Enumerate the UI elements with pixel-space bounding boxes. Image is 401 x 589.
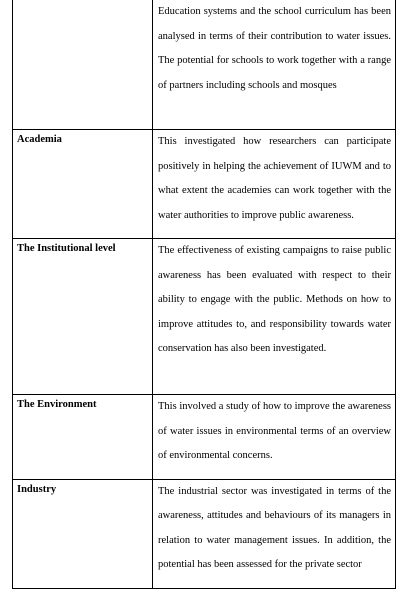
row-description [153,130,396,239]
table-row [13,239,396,395]
row-label: Industry [13,479,153,588]
row-description [153,479,396,588]
table-row [13,395,396,480]
row-description [153,239,396,395]
row-description-text: The effectiveness of existing campaigns to raise public awareness has been evaluated with respect to their ability to engage with the public. Methods on how to improve attitudes to, and responsibility towards water conservation has also been investigated. [158,245,391,354]
table-row [13,479,396,588]
row-label: Academia [13,130,153,239]
row-label: The Institutional level [13,239,153,395]
row-description-text: This involved a study of how to improve the awareness of water issues in environmental terms of an overview of environmental concerns. [158,401,391,461]
table-row [13,130,396,239]
table-row [13,0,396,130]
row-label: The Environment [13,395,153,480]
row-description [153,395,396,480]
row-description-text: The industrial sector was investigated in terms of the awareness, attitudes and behaviours of its managers in relation to water management issues. In addition, the potential has been assessed for the private sector [158,485,391,570]
row-description-text: Education systems and the school curriculum has been analysed in terms of their contribution to water issues. The potential for schools to work together with a range of partners including schools and mosques [158,6,391,91]
row-description [153,0,396,130]
row-label [13,0,153,130]
awareness-table [12,0,396,589]
row-description-text: This investigated how researchers can participate positively in helping the achievement of IUWM and to what extent the academies can work together with the water authorities to improve public awareness. [158,136,391,221]
